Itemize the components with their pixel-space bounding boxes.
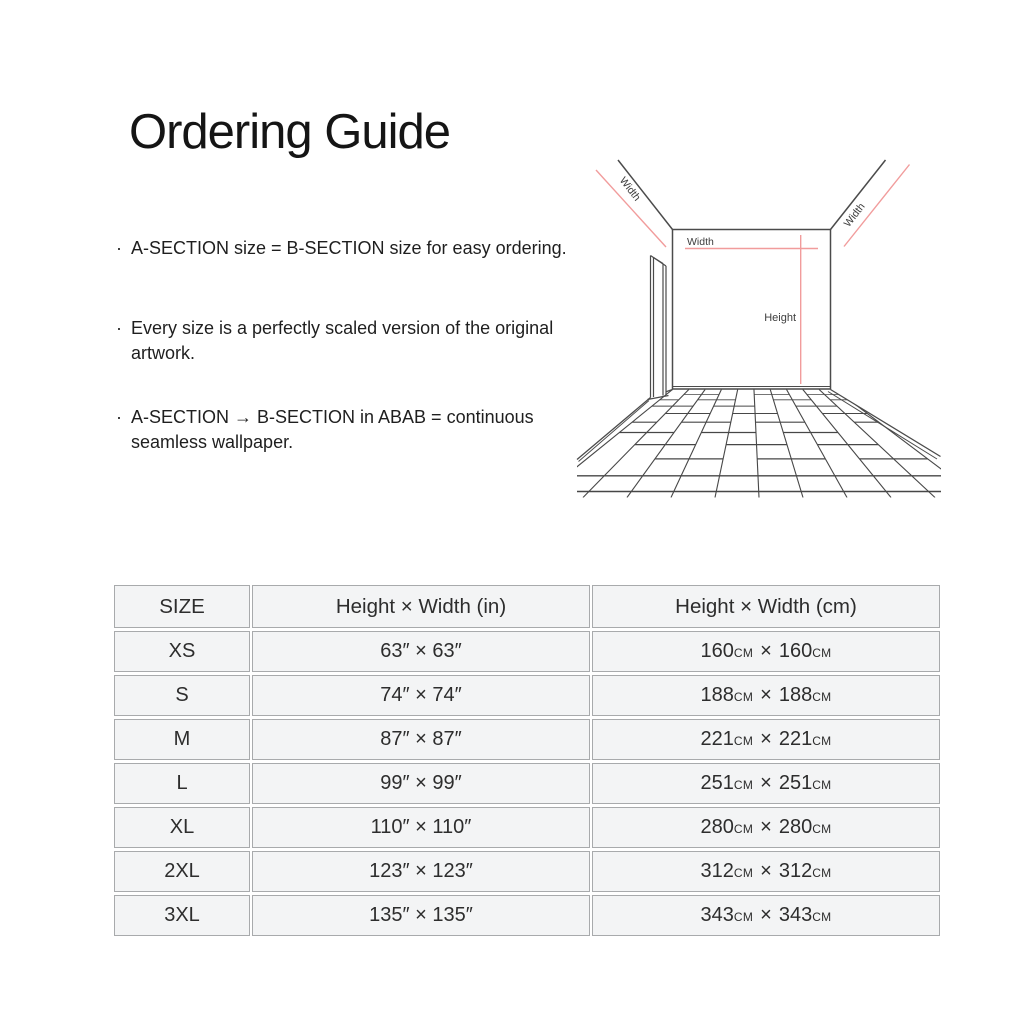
cm-unit: CM	[733, 734, 754, 748]
bullet-text: Every size is a perfectly scaled version of the original	[131, 318, 554, 338]
cm-unit: CM	[812, 822, 832, 836]
cm-unit: CM	[812, 910, 832, 924]
cm-cell: 188CM × 188CM	[592, 675, 940, 716]
times-sign: ×	[760, 816, 772, 838]
times-sign: ×	[760, 728, 772, 750]
times-sign: ×	[760, 684, 772, 706]
cm-cell: 343CM × 343CM	[592, 895, 940, 936]
table-header-row	[114, 585, 940, 628]
height-label: Height	[764, 312, 796, 324]
cm-unit: CM	[733, 690, 754, 704]
left-width-label: Width	[616, 174, 643, 204]
table-row-l	[114, 763, 940, 804]
size-cell: L	[114, 763, 250, 804]
right-width-label: Width	[841, 200, 868, 230]
inches-cell: 87″ × 87″	[252, 719, 590, 760]
bullet-text: A-SECTION size = B-SECTION size for easy ordering.	[131, 238, 567, 258]
cm-cell: 160CM × 160CM	[592, 631, 940, 672]
size-cell: 3XL	[114, 895, 250, 936]
back-wall	[673, 230, 831, 390]
cm-cell: 280CM × 280CM	[592, 807, 940, 848]
bullet-text: A-SECTION → B-SECTION in ABAB = continuous	[131, 407, 534, 427]
cm-unit: CM	[812, 734, 832, 748]
times-sign: ×	[760, 772, 772, 794]
room-illustration	[570, 140, 950, 510]
size-cell: M	[114, 719, 250, 760]
page-title: Ordering Guide	[129, 105, 451, 159]
times-sign: ×	[760, 860, 772, 882]
door	[648, 256, 669, 400]
size-cell: 2XL	[114, 851, 250, 892]
cm-cell: 312CM × 312CM	[592, 851, 940, 892]
inches-cell: 110″ × 110″	[252, 807, 590, 848]
cm-unit: CM	[812, 778, 832, 792]
size-cell: XS	[114, 631, 250, 672]
left-wall-base-2	[579, 401, 650, 462]
inches-cell: 63″ × 63″	[252, 631, 590, 672]
left-wall-base	[577, 390, 673, 460]
cm-unit: CM	[733, 910, 754, 924]
floor-pattern	[570, 390, 950, 498]
right-wall-base	[831, 390, 941, 457]
inches-cell: 99″ × 99″	[252, 763, 590, 804]
table-row-2xl	[114, 851, 940, 892]
times-sign: ×	[760, 640, 772, 662]
bullet-text: artwork.	[131, 343, 196, 363]
cm-unit: CM	[733, 778, 754, 792]
cm-cell: 221CM × 221CM	[592, 719, 940, 760]
bullet-item-scaled	[116, 316, 553, 366]
table-row-s	[114, 675, 940, 716]
table-row-3xl	[114, 895, 940, 936]
inches-cell: 135″ × 135″	[252, 895, 590, 936]
header-size: SIZE	[114, 585, 250, 628]
bullet-marker: ·	[116, 318, 122, 338]
size-cell: XL	[114, 807, 250, 848]
cm-unit: CM	[812, 866, 832, 880]
table-row-xs	[114, 631, 940, 672]
header-inches: Height × Width (in)	[252, 585, 590, 628]
bullet-text: seamless wallpaper.	[131, 432, 294, 452]
header-cm: Height × Width (cm)	[592, 585, 940, 628]
cm-unit: CM	[812, 646, 832, 660]
bullet-item-sections	[116, 236, 567, 261]
cm-cell: 251CM × 251CM	[592, 763, 940, 804]
room-walls	[577, 160, 941, 462]
times-sign: ×	[760, 904, 772, 926]
table-row-m	[114, 719, 940, 760]
inches-cell: 74″ × 74″	[252, 675, 590, 716]
inches-cell: 123″ × 123″	[252, 851, 590, 892]
bullet-marker: ·	[116, 238, 122, 258]
bullet-item-seamless	[116, 405, 534, 455]
size-cell: S	[114, 675, 250, 716]
cm-unit: CM	[812, 690, 832, 704]
back-width-label: Width	[687, 236, 714, 248]
left-ceiling-edge	[618, 160, 673, 230]
cm-unit: CM	[733, 646, 754, 660]
cm-unit: CM	[733, 822, 754, 836]
size-table	[112, 582, 942, 939]
cm-unit: CM	[733, 866, 754, 880]
table-row-xl	[114, 807, 940, 848]
bullet-marker: ·	[116, 407, 122, 427]
